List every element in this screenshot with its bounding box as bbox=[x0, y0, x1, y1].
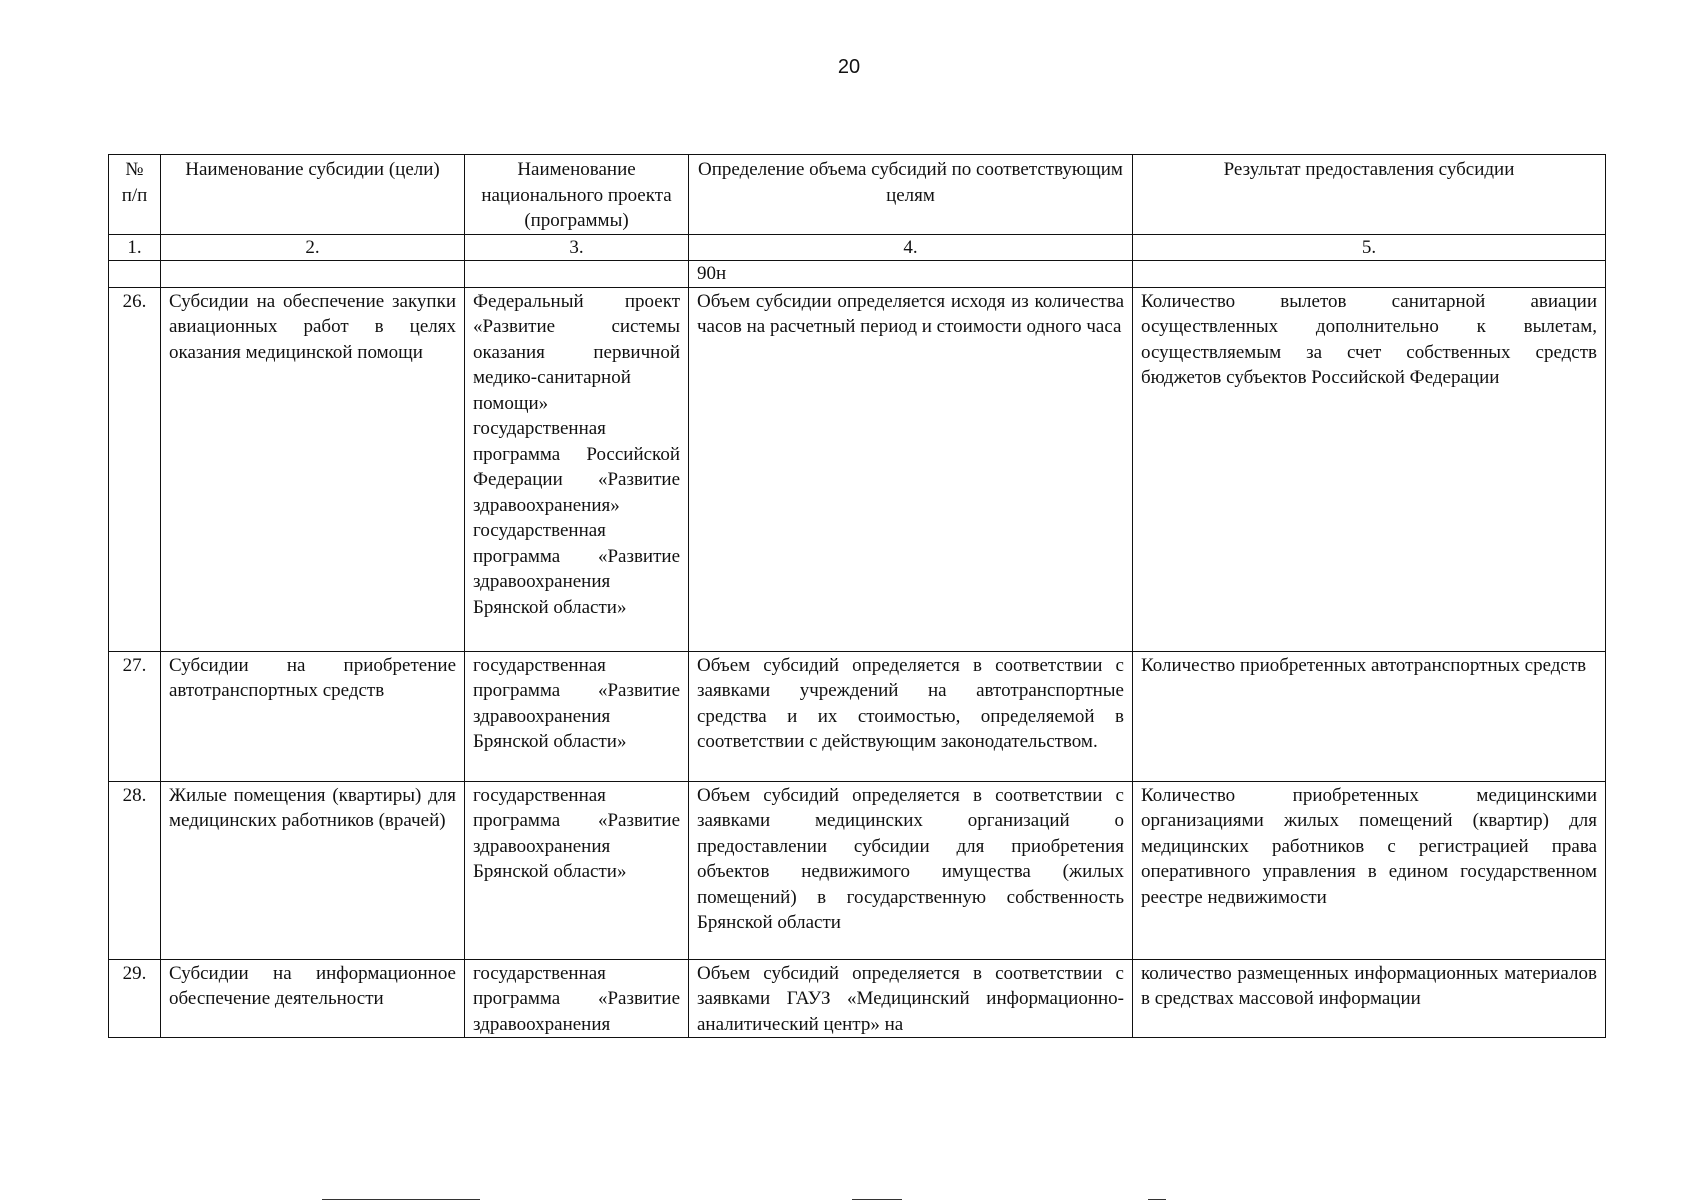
volume-definition: Объем субсидии определяется исходя из количества часов на расчетный период и стоимости одного часа bbox=[689, 287, 1133, 651]
header-result: Результат предоставления субсидии bbox=[1133, 155, 1606, 235]
column-number: 2. bbox=[161, 234, 465, 261]
row-number: 28. bbox=[109, 781, 161, 959]
volume-definition: Объем субсидий определяется в соответствии с заявками ГАУЗ «Медицинский информационно-аналитический центр» на bbox=[689, 959, 1133, 1038]
column-number: 5. bbox=[1133, 234, 1606, 261]
header-project-name: Наименование национального проекта (программы) bbox=[465, 155, 689, 235]
column-number: 4. bbox=[689, 234, 1133, 261]
row-number: 26. bbox=[109, 287, 161, 651]
subsidy-result: Количество приобретенных медицинскими организациями жилых помещений (квартир) для медицинских работников с регистрацией права оперативного управления в едином государственном реестре недвижимости bbox=[1133, 781, 1606, 959]
project-name: государственная программа «Развитие здравоохранения Брянской области» bbox=[465, 651, 689, 781]
column-number: 1. bbox=[109, 234, 161, 261]
column-number-row bbox=[109, 234, 1606, 261]
table-row bbox=[109, 781, 1606, 959]
table-row bbox=[109, 287, 1606, 651]
subsidy-name: Субсидии на обеспечение закупки авиационных работ в целях оказания медицинской помощи bbox=[161, 287, 465, 651]
empty-cell bbox=[109, 261, 161, 288]
row-number: 29. bbox=[109, 959, 161, 1038]
empty-cell bbox=[465, 261, 689, 288]
volume-definition: Объем субсидий определяется в соответствии с заявками учреждений на автотранспортные средства и их стоимостью, определяемой в соответствии с действующим законодательством. bbox=[689, 651, 1133, 781]
project-name: государственная программа «Развитие здравоохранения bbox=[465, 959, 689, 1038]
table-row bbox=[109, 651, 1606, 781]
subsidy-result: количество размещенных информационных материалов в средствах массовой информации bbox=[1133, 959, 1606, 1038]
header-number: № п/п bbox=[109, 155, 161, 235]
volume-definition: Объем субсидий определяется в соответствии с заявками медицинских организаций о предоставлении субсидии для приобретения объектов недвижимого имущества (жилых помещений) в государственную собственность Брянской области bbox=[689, 781, 1133, 959]
subsidy-result: Количество вылетов санитарной авиации осуществленных дополнительно к вылетам, осуществляемым за счет собственных средств бюджетов субъектов Российской Федерации bbox=[1133, 287, 1606, 651]
empty-cell bbox=[161, 261, 465, 288]
column-number: 3. bbox=[465, 234, 689, 261]
continuation-row bbox=[109, 261, 1606, 288]
empty-cell bbox=[1133, 261, 1606, 288]
row-number: 27. bbox=[109, 651, 161, 781]
subsidy-name: Жилые помещения (квартиры) для медицинских работников (врачей) bbox=[161, 781, 465, 959]
page-number: 20 bbox=[837, 56, 861, 78]
continuation-note: 90н bbox=[689, 261, 1133, 288]
project-name: Федеральный проект «Развитие системы оказания первичной медико-санитарной помощи» государственная программа Российской Федерации «Развитие здравоохранения» государственная программа «Развитие здравоохранения Брянской области» bbox=[465, 287, 689, 651]
header-volume-definition: Определение объема субсидий по соответствующим целям bbox=[689, 155, 1133, 235]
table-row bbox=[109, 959, 1606, 1038]
subsidy-table bbox=[108, 154, 1606, 1038]
subsidy-name: Субсидии на информационное обеспечение деятельности bbox=[161, 959, 465, 1038]
subsidy-result: Количество приобретенных автотранспортных средств bbox=[1133, 651, 1606, 781]
header-row bbox=[109, 155, 1606, 235]
subsidy-name: Субсидии на приобретение автотранспортных средств bbox=[161, 651, 465, 781]
project-name: государственная программа «Развитие здравоохранения Брянской области» bbox=[465, 781, 689, 959]
header-subsidy-name: Наименование субсидии (цели) bbox=[161, 155, 465, 235]
